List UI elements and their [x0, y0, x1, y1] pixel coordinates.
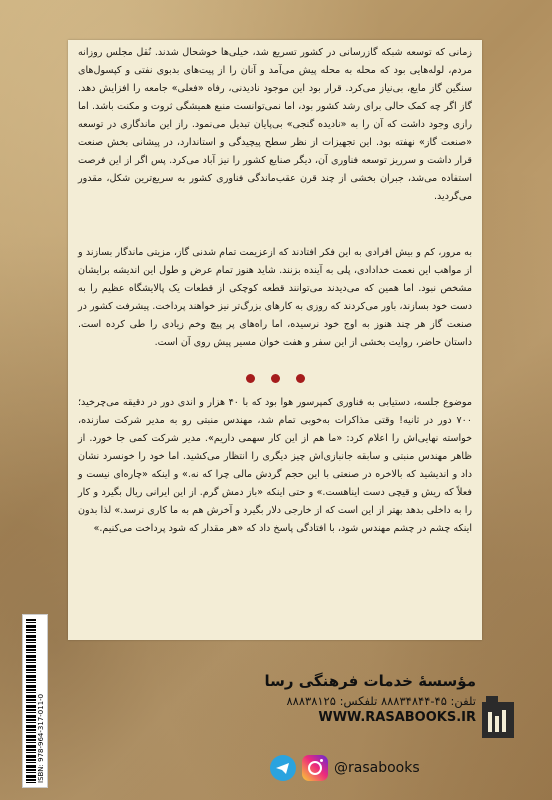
excerpt	[78, 394, 472, 538]
publisher-name: مؤسسهٔ خدمات فرهنگی رسا	[264, 672, 476, 690]
barcode	[22, 614, 48, 788]
publisher-website[interactable]: WWW.RASABOOKS.IR	[318, 710, 476, 725]
divider-dot	[271, 374, 280, 383]
publisher-phone: تلفن: ۴۵-۸۸۸۳۴۸۴۴ تلفکس: ۸۸۸۳۸۱۲۵	[286, 694, 476, 708]
paragraph-1: زمانی که توسعه شبکه گازرسانی در کشور تسریع شد، خیلی‌ها خوشحال شدند. نُقل مجلس روزانه مردم، لوله‌هایی بود که محله به محله پیش می‌آمد و آنان را از پیت‌های بدبوی نفتی و کپسول‌های سنگین گاز مایع، بی‌نیاز می‌کرد. قرار بود این موجود نادیدنی، رفاه «فعلی» جامعه را افزایش دهد. گاز اگر چه کمک حالی برای رشد کشور بود، اما نمی‌توانست منبع همیشگی ثروت و مکنت باشد. اما رازی وجود داشت که آن را به «نادیده گنجی» بی‌پایان تبدیل می‌نمود. راز این ماندگاری در توسعه «صنعت گاز» نهفته بود. این تجهیزات از نظر سطح پیچیدگی و استاندارد، در پیشانی بخش صنعت قرار داشت و سرریز توسعه فناوری آن، دیگر صنایع کشور را نیز آباد می‌کرد. پس اگر از این فرصت استفاده می‌شد، جبران بخشی از چند قرن عقب‌ماندگی فناوری کشور به سریع‌ترین شکل، مقدور می‌گردید.	[78, 47, 472, 202]
paragraph-2: به مرور، کم و بیش افرادی به این فکر افتادند که ازعزیمت تمام شدنی گاز، مزیتی ماندگار بسازند و از مواهب این نعمت خدادادی، پلی به آینده بزنند. شاید هنوز تمام عرض و طول این اندیشه برایشان مشخص نبود. اما همین که می‌دیدند می‌توانند قطعه کوچکی از قطعات یک پالایشگاه عظیم را به دست خود بسازند، باور می‌کردند که روزی به کارهای بزرگ‌تر نیز خواهند پرداخت. پیشرفت کشور در صنعت گاز هر چند هنوز به اوج خود نرسیده، اما راه‌های پر پیچ وخم زیادی را طی کرده است. داستان حاضر، روایت بخشی از این سفر و هفت خوان مسیر پیش روی آن است.	[78, 247, 472, 348]
social-links	[270, 754, 420, 782]
paragraph-3: موضوع جلسه، دستیابی به فناوری کمپرسور هوا بود که با ۴۰ هزار و اندی دور در دقیقه می‌چرخید؛ ۷۰۰ دور در ثانیه! وقتی مذاکرات به‌خوبی تمام شد، مهندس منبتی رو به مدیر شرکت سازنده، خواسته نهایی‌اش را اعلام کرد: «ما هم از این کار سهمی داریم». مدیر شرکت کمی جا خورد. از ظاهر مهندس منبتی و سابقه جانبازی‌اش چیز دیگری را انتظار می‌کشید. اما خود را خونسرد نشان داد و اندیشید که بالاخره در صنعتی با این حجم گردش مالی چرا که نه.» و اینکه «چاره‌ای نیست و فعلاً که ریش و قیچی دست ایناهست.» و حتی اینکه «باز دمش گرم. از این ایرانی ریال بگیرد و کار را به داخلی بدهد بهتر از این است که از خارجی دلار بگیرد و آخرش هم به ما کاری نرسد.» لذا بدون اینکه چشم در چشم مهندس شود، با افتادگی پاسخ داد که «هر مقدار که شود پرداخت می‌کنیم.»	[78, 397, 472, 534]
isbn-label: ISBN: 978-964-317-011-0	[37, 693, 45, 783]
instagram-icon[interactable]	[302, 755, 328, 781]
divider-dot	[296, 374, 305, 383]
publisher-logo-icon	[482, 696, 514, 738]
text-panel	[68, 40, 482, 640]
social-handle[interactable]: @rasabooks	[334, 760, 420, 776]
section-divider	[68, 368, 482, 387]
blurb-top	[78, 44, 472, 206]
telegram-icon[interactable]	[270, 755, 296, 781]
divider-dot	[246, 374, 255, 383]
publisher-info	[264, 672, 476, 725]
blurb-middle	[78, 244, 472, 352]
barcode-bars	[26, 619, 36, 783]
